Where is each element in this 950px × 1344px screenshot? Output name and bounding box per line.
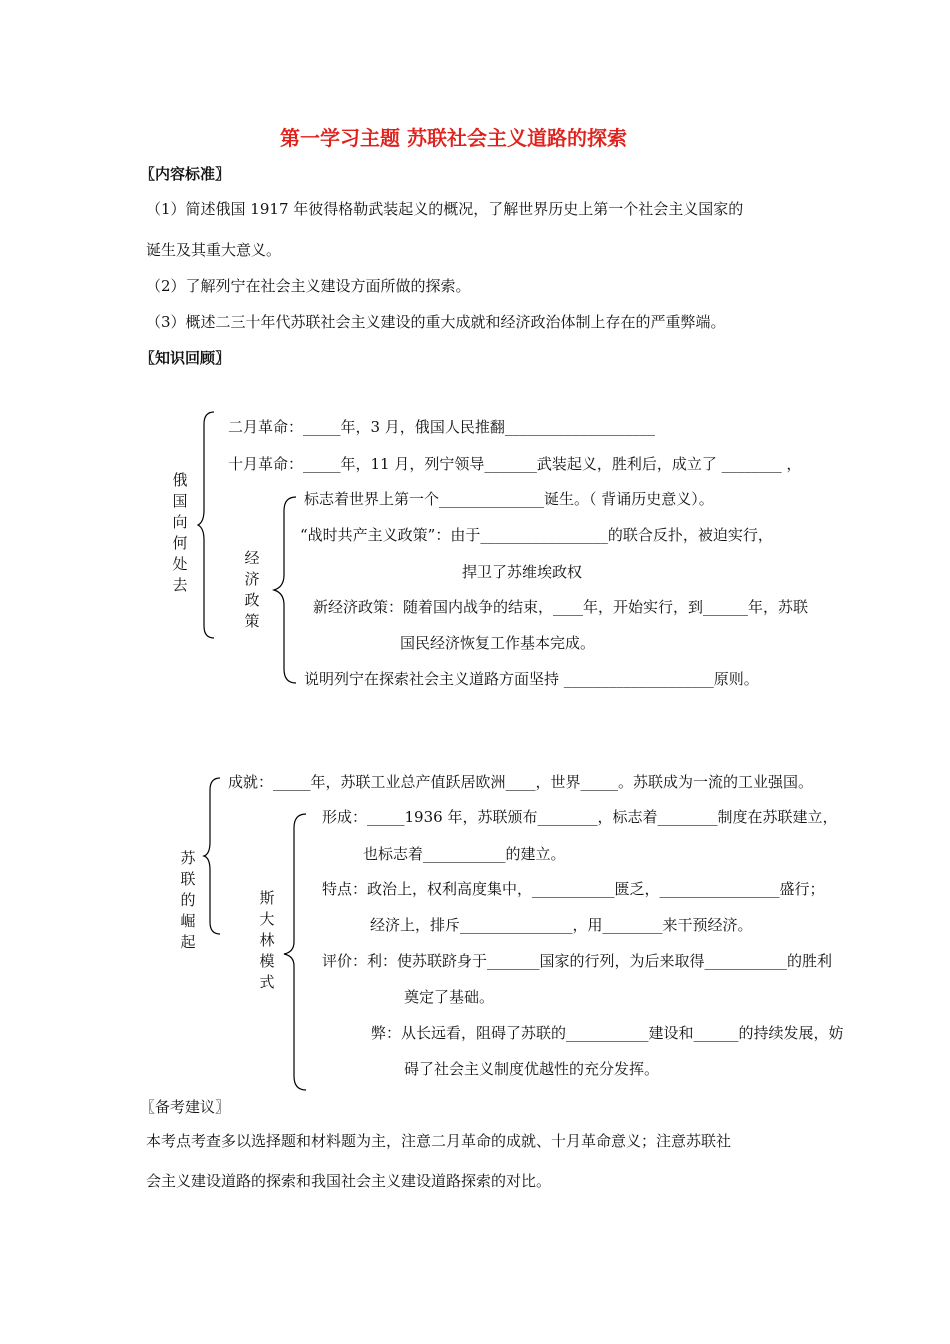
section2-brace bbox=[204, 776, 224, 936]
review-header: 〖知识回顾〗 bbox=[140, 349, 231, 367]
oct-revolution: 十月革命：_____年，11 月，列宁领导_______武装起义，胜利后，成立了 ________ ， bbox=[228, 455, 802, 473]
standards-item-3: （3）概述二三十年代苏联社会主义建设的重大成就和经济政治体制上存在的严重弊端。 bbox=[146, 313, 726, 331]
section1-brace bbox=[198, 410, 218, 640]
model-features-cont: 经济上，排斥_______________，用________来干预经济。 bbox=[370, 916, 753, 934]
model-evaluation-cont: 奠定了基础。 bbox=[404, 988, 495, 1006]
standards-item-2: （2）了解列宁在社会主义建设方面所做的探索。 bbox=[146, 277, 471, 295]
stalin-model-label: 斯大林模式 bbox=[259, 889, 275, 991]
section1-label: 俄国向何处去 bbox=[172, 471, 188, 594]
soviet-mark: 标志着世界上第一个______________诞生。（ 背诵历史意义）。 bbox=[304, 490, 714, 508]
achievement: 成就：_____年，苏联工业总产值跃居欧洲____，世界_____。苏联成为一流的工业强国。 bbox=[228, 773, 814, 791]
advice-header: 〖备考建议〗 bbox=[140, 1098, 231, 1116]
feb-revolution: 二月革命：_____年，3 月，俄国人民推翻____________________ bbox=[228, 418, 655, 436]
standards-item-1: （1）简述俄国 1917 年彼得格勒武装起义的概况，了解世界历史上第一个社会主义国家的 bbox=[146, 200, 744, 218]
model-drawback-cont: 碍了社会主义制度优越性的充分发挥。 bbox=[404, 1060, 660, 1078]
model-drawback: 弊：从长远看，阻碍了苏联的___________建设和______的持续发展，妨 bbox=[371, 1024, 844, 1042]
stalin-model-brace bbox=[284, 812, 308, 1092]
econ-policy-brace bbox=[274, 495, 298, 685]
advice-line-1: 本考点考查多以选择题和材料题为主，注意二月革命的成就、十月革命意义；注意苏联社 bbox=[146, 1132, 732, 1150]
war-communism-cont: 捍卫了苏维埃政权 bbox=[462, 563, 583, 581]
standards-header: 〖内容标准〗 bbox=[140, 165, 231, 183]
standards-item-1-cont: 诞生及其重大意义。 bbox=[146, 241, 282, 259]
model-evaluation: 评价：利：使苏联跻身于_______国家的行列，为后来取得___________的胜利 bbox=[322, 952, 833, 970]
model-formation: 形成：_____1936 年，苏联颁布________，标志着________制度在苏联建立， bbox=[322, 808, 838, 826]
nep-cont: 国民经济恢复工作基本完成。 bbox=[400, 634, 596, 652]
nep: 新经济政策：随着国内战争的结束，____年，开始实行，到______年，苏联 bbox=[313, 598, 809, 616]
page-title: 第一学习主题 苏联社会主义道路的探索 bbox=[280, 126, 627, 150]
econ-policy-label: 经济政策 bbox=[244, 549, 260, 630]
section2-label: 苏联的崛起 bbox=[180, 849, 196, 951]
advice-line-2: 会主义建设道路的探索和我国社会主义建设道路探索的对比。 bbox=[146, 1172, 552, 1190]
war-communism: “战时共产主义政策”：由于_________________的联合反扑，被迫实行， bbox=[300, 526, 773, 544]
model-formation-cont: 也标志着___________的建立。 bbox=[363, 845, 566, 863]
model-features: 特点：政治上，权利高度集中，___________匮乏，________________盛行； bbox=[322, 880, 825, 898]
lenin-principle: 说明列宁在探索社会主义道路方面坚持 ____________________原则。 bbox=[304, 670, 759, 688]
